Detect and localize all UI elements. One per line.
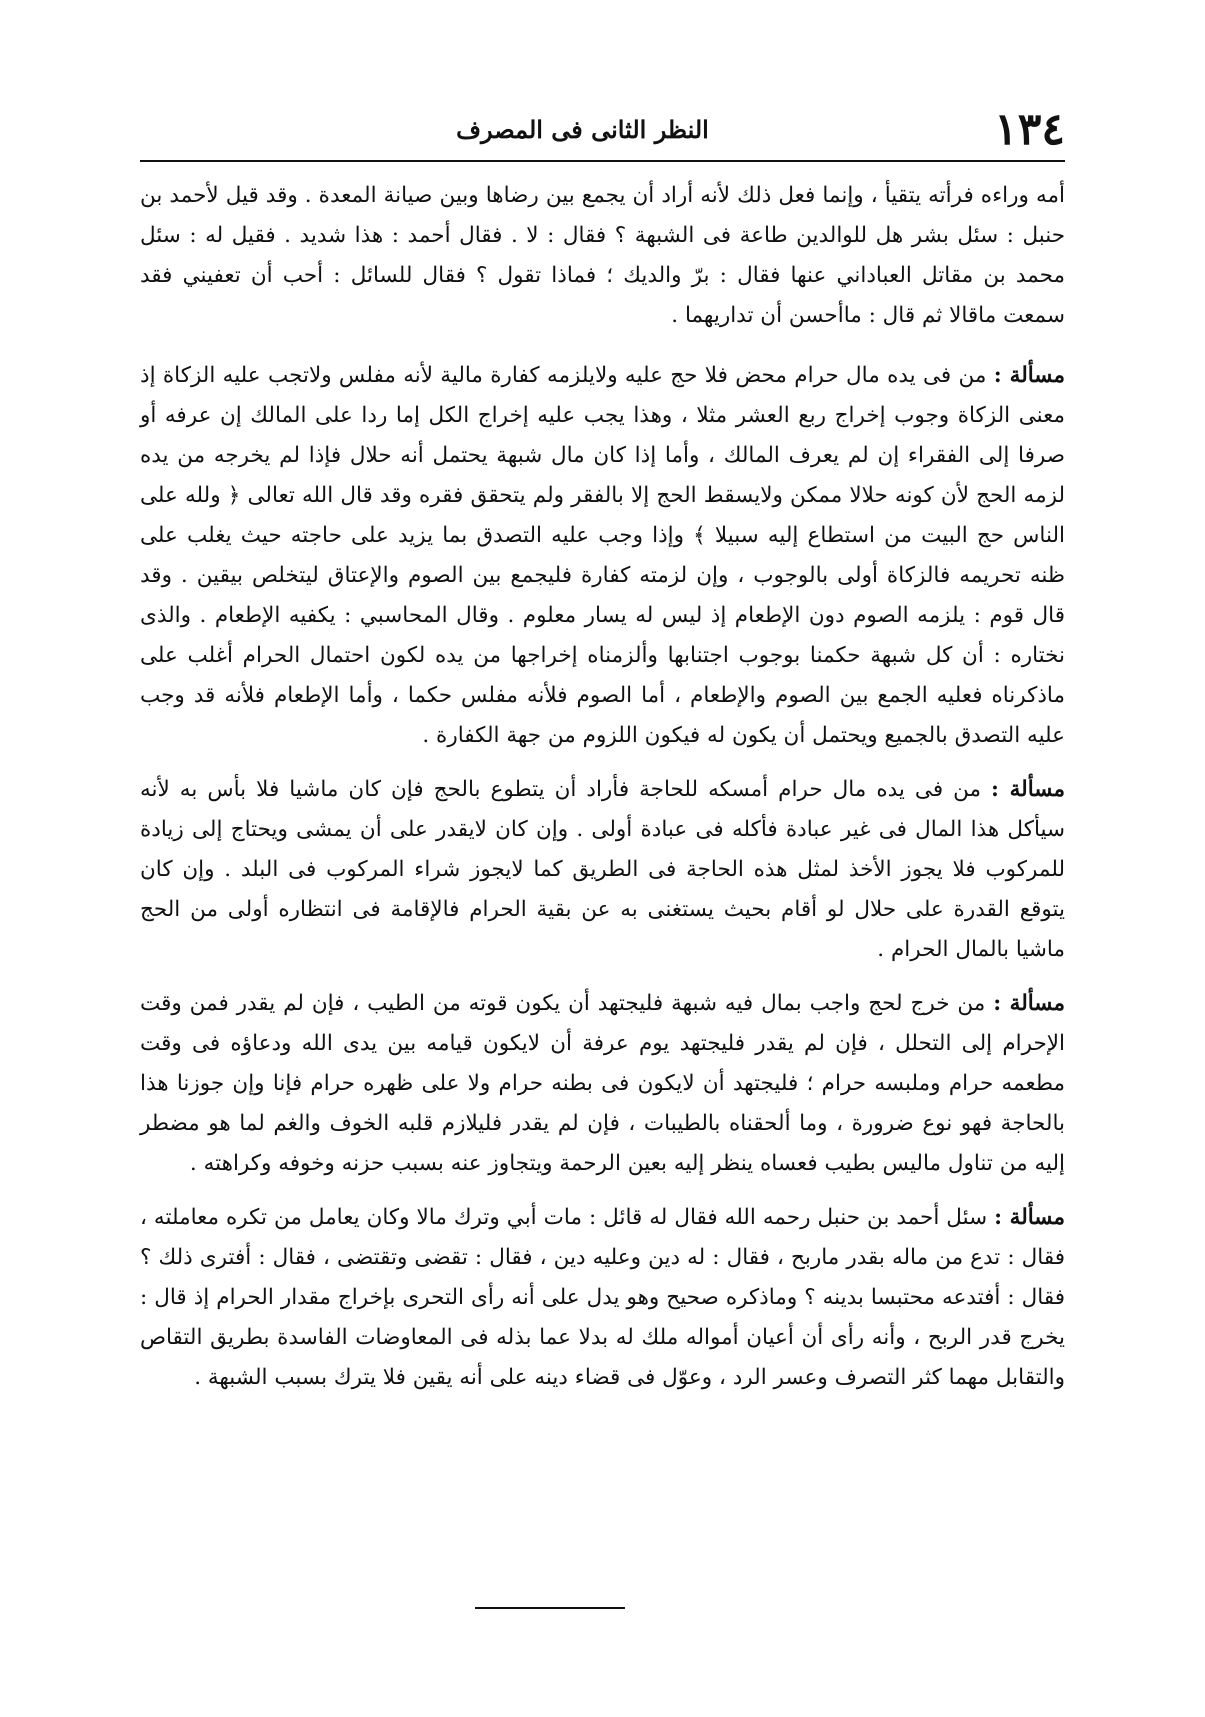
running-title: النظر الثانى فى المصرف: [456, 115, 709, 144]
paragraph-text: من خرج لحج واجب بمال فيه شبهة فليجتهد أن يكون قوته من الطيب ، فإن لم يقدر فمن وقت الإحرام إلى التحلل ، فإن لم يقدر فليجتهد يوم عرفة أن لايكون قيامه بين يدى الله ودعاؤه فى وقت مطعمه حرام وملبسه حرام ؛ فليجتهد أن لايكون فى بطنه حرام ولا على ظهره حرام فإنا وإن جوزنا هذا بالحاجة فهو نوع ضرورة ، وما ألحقناه بالطيبات ، فإن لم يقدر فليلازم قلبه الخوف والغم لما هو مضطر إليه من تناول ماليس بطيب فعساه ينظر إليه بعين الرحمة ويتجاوز عنه بسبب حزنه وخوفه وكراهته .: [140, 991, 1065, 1176]
paragraph-text: من فى يده مال حرام أمسكه للحاجة فأراد أن يتطوع بالحج فإن كان ماشيا فلا بأس به لأنه سيأكل هذا المال فى غير عبادة فأكله فى عبادة أولى . وإن كان لايقدر على أن يمشى ويحتاج إلى زيادة للمركوب فلا يجوز الأخذ لمثل هذه الحاجة فى الطريق كما لايجوز شراء المركوب فى البلد . وإن كان يتوقع القدرة على حلال لو أقام بحيث يستغنى به عن بقية الحرام فالإقامة فى انتظاره أولى من الحج ماشيا بالمال الحرام .: [140, 777, 1065, 962]
paragraph-continuation: [140, 176, 1065, 336]
end-of-chapter-rule: [475, 1607, 625, 1609]
masala-label: مسألة :: [991, 777, 1065, 802]
book-page: [140, 100, 1065, 1412]
masala-paragraph: [140, 356, 1065, 756]
masala-paragraph: [140, 1198, 1065, 1398]
paragraph-text: سئل أحمد بن حنبل رحمه الله فقال له قائل : مات أبي وترك مالا وكان يعامل من تكره معاملته ، فقال : تدع من ماله بقدر ماربح ، فقال : له دين وعليه دين ، فقال : تقضى وتقتضى ، فقال : أفترى ذلك ؟ فقال : أفتدعه محتبسا بدينه ؟ وماذكره صحيح وهو يدل على أنه رأى التحرى بإخراج مقدار الحرام إذ قال : يخرج قدر الربح ، وأنه رأى أن أعيان أمواله ملك له بدلا عما بذله فى المعاوضات الفاسدة بطريق التقاص والتقابل مهما كثر التصرف وعسر الرد ، وعوّل فى قضاء دينه على أنه يقين فلا يترك بسبب الشبهة .: [140, 1205, 1065, 1390]
paragraph-text: من فى يده مال حرام محض فلا حج عليه ولايلزمه كفارة مالية لأنه مفلس ولاتجب عليه الزكاة إذ معنى الزكاة وجوب إخراج ربع العشر مثلا ، وهذا يجب عليه إخراج الكل إما ردا على المالك إن عرفه أو صرفا إلى الفقراء إن لم يعرف المالك ، وأما إذا كان مال شبهة يحتمل أنه حلال فإذا لم يخرجه من يده لزمه الحج لأن كونه حلالا ممكن ولايسقط الحج إلا بالفقر ولم يتحقق فقره وقد قال الله تعالى ﴿ ولله على الناس حج البيت من استطاع إليه سبيلا ﴾ وإذا وجب عليه التصدق بما يزيد على حاجته حيث يغلب على ظنه تحريمه فالزكاة أولى بالوجوب ، وإن لزمته كفارة فليجمع بين الصوم والإعتاق ليتخلص بيقين . وقد قال قوم : يلزمه الصوم دون الإطعام إذ ليس له يسار معلوم . وقال المحاسبي : يكفيه الإطعام . والذى نختاره : أن كل شبهة حكمنا بوجوب اجتنابها وألزمناه إخراجها من يده لكون احتمال الحرام أغلب على ماذكرناه فعليه الجمع بين الصوم والإطعام ، أما الصوم فلأنه مفلس حكما ، وأما الإطعام فلأنه قد وجب عليه التصدق بالجميع ويحتمل أن يكون له فيكون اللزوم من جهة الكفارة .: [140, 363, 1065, 748]
masala-label: مسألة :: [993, 991, 1065, 1016]
masala-label: مسألة :: [993, 363, 1065, 388]
page-number: ١٣٤: [994, 104, 1065, 155]
masala-paragraph: [140, 984, 1065, 1184]
masala-label: مسألة :: [994, 1205, 1065, 1230]
masala-paragraph: [140, 770, 1065, 970]
page-header: [140, 100, 1065, 162]
paragraph-text: أمه وراءه فرأته يتقيأ ، وإنما فعل ذلك لأنه أراد أن يجمع بين رضاها وبين صيانة المعدة . وقد قيل لأحمد بن حنبل : سئل بشر هل للوالدين طاعة فى الشبهة ؟ فقال : لا . فقال أحمد : هذا شديد . فقيل له : سئل محمد بن مقاتل العباداني عنها فقال : برّ والديك ؛ فماذا تقول ؟ فقال للسائل : أحب أن تعفيني فقد سمعت ماقالا ثم قال : ماأحسن أن تداريهما .: [140, 183, 1065, 328]
body-text: [140, 176, 1065, 1398]
